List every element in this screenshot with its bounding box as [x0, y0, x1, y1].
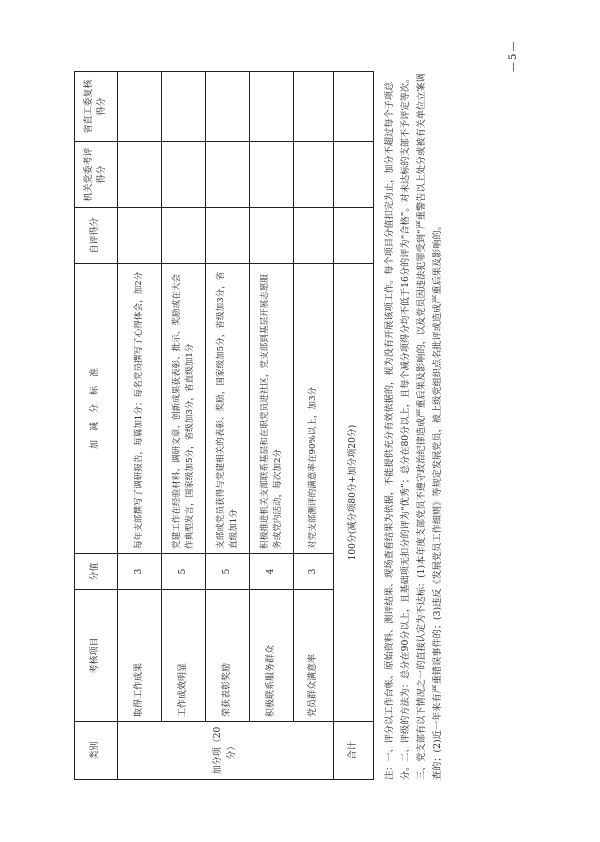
notes-section: [382, 70, 446, 780]
header-category: 类别: [75, 722, 118, 780]
page-number: —5—: [508, 39, 519, 72]
header-self-score: 自评得分: [75, 208, 118, 264]
org-score-cell: [206, 142, 250, 208]
header-points: 分值: [75, 554, 118, 590]
table-row: [162, 72, 206, 780]
table-row: [294, 72, 334, 780]
bonus-category: 加分项（20分）: [118, 722, 334, 780]
row-criteria: 积极推进机关支部联系基层和在职党员进社区，党支部到基层开展志愿服务或党内活动，每次加2分: [250, 264, 294, 554]
prov-score-cell: [294, 72, 334, 142]
row-item: 工作成效明显: [162, 590, 206, 722]
header-criteria: 加 减 分 标 准: [75, 264, 118, 554]
row-item: 党员群众满意率: [294, 590, 334, 722]
total-row: [334, 72, 374, 780]
self-score-cell: [206, 208, 250, 264]
row-points: 3: [294, 554, 334, 590]
org-score-cell: [250, 142, 294, 208]
org-score-cell: [294, 142, 334, 208]
prov-score-cell: [118, 72, 162, 142]
prov-score-cell: [334, 72, 374, 142]
row-criteria: 每年支部撰写了调研报告，每篇加1分；每名党员撰写了心得体会，加2分: [118, 264, 162, 554]
total-text: 100分(减分项80分+加分项20分): [334, 264, 374, 722]
row-item: 积极联系服务群众: [250, 590, 294, 722]
table-row: [206, 72, 250, 780]
row-criteria: 党建工作在经验材料、调研文章、创新成果获表彰、批示、奖励或在大会作典型发言，国家级加5分，省级加3分，省直级加1分: [162, 264, 206, 554]
header-prov-score: 省直工委复核得分: [75, 72, 118, 142]
prov-score-cell: [250, 72, 294, 142]
org-score-cell: [162, 142, 206, 208]
self-score-cell: [250, 208, 294, 264]
self-score-cell: [334, 208, 374, 264]
row-item: 荣获表彰奖励: [206, 590, 250, 722]
row-points: 4: [250, 554, 294, 590]
table-row: [250, 72, 294, 780]
row-criteria: 对党支部测评的满意率在90%以上，加3分: [294, 264, 334, 554]
table-header-row: [75, 72, 118, 780]
row-item: 取得工作成果: [118, 590, 162, 722]
prov-score-cell: [206, 72, 250, 142]
self-score-cell: [162, 208, 206, 264]
table-row: [118, 72, 162, 780]
self-score-cell: [294, 208, 334, 264]
row-points: 3: [118, 554, 162, 590]
header-item: 考核项目: [75, 590, 118, 722]
header-org-score: 机关党委考评得分: [75, 142, 118, 208]
prov-score-cell: [162, 72, 206, 142]
total-label: 合计: [334, 722, 374, 780]
self-score-cell: [118, 208, 162, 264]
row-points: 5: [206, 554, 250, 590]
row-criteria: 支部或党员获得与党建相关的表彰、奖励，国家级加5分，省级加3分，省直级加1分: [206, 264, 250, 554]
notes-paragraph: 注：一、评分以工作台帐、原始资料、测评结果、现场查看结果为依据，不能提供充分有效依据的，视为没有开展该项工作。每个项目分值扣完为止，加分不超过每个子项总分。二、评级的方法为：总分在90分以上，且基础项无扣分的评为“优秀”；总分在80分以上，且每个减分项得分均不低于16分的评为“合格”。对未达标的支部不予评定等次。三、党支部有以下情况之一的直接认定为不达标：(1)本年度支部党员不遵守政治纪律造成严重后果及影响的，以及党员因违法犯罪受到“严重警告以上处分或被有关单位立案调查的；(2)近一年来有严重错误事件的；(3)违反《发展党员工作细则》等规定发展党员，被上级党组织点名批评或造成严重后果及影响的。: [384, 73, 443, 780]
org-score-cell: [118, 142, 162, 208]
org-score-cell: [334, 142, 374, 208]
row-points: 5: [162, 554, 206, 590]
assessment-table: [74, 71, 374, 780]
